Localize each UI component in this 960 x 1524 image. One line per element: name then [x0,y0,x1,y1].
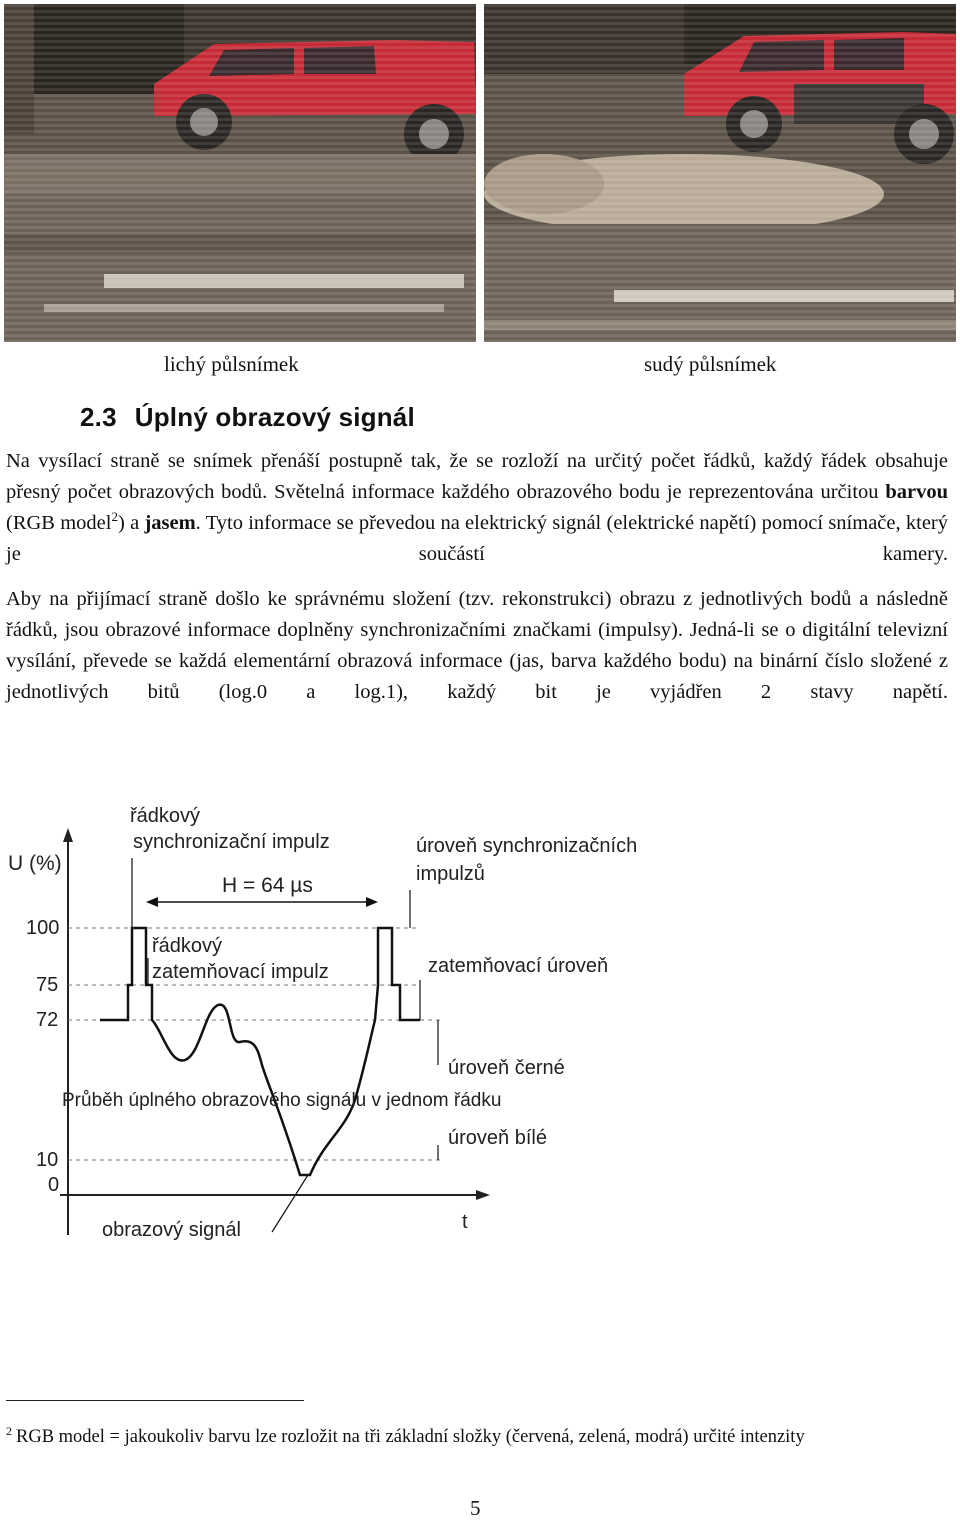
footnote [6,1424,805,1448]
black-level-label: úroveň černé [448,1057,565,1079]
blank-pulse-label-1: řádkový [152,935,223,957]
sync-pulse-label-1: řádkový [130,805,201,827]
y-tick-72: 72 [36,1009,59,1031]
paragraph-2: Aby na přijímací straně došlo ke správnému složení (tzv. rekonstrukci) obrazu z jednotlivých bodů a následně řádků, jsou obrazové informace doplněny synchronizačními značkami (impulsy). Jedná-li se o digitální televizní vysílání, převede se každá elementární obrazová informace (jas, barva každého bodu) na binární číslo složené z jednotlivých bitů (log.0 a log.1), každý bit je vyjádřen 2 stavy napětí. [6,588,948,703]
odd-field-photo [4,4,476,342]
sync-level-label-1: úroveň synchronizačních [416,835,638,857]
paragraph-1-text-c: ) a [117,512,145,534]
paragraph-1 [6,446,948,601]
y-tick-10: 10 [36,1149,59,1171]
footnote-separator [6,1400,304,1401]
y-tick-75: 75 [36,974,59,996]
period-arrow-right-icon [366,897,378,907]
section-number: 2.3 [80,402,117,432]
sync-pulse-label-2: synchronizační impulz [133,831,330,853]
paragraph-1-text-b: (RGB model [6,512,112,534]
footnote-mark: 2 [6,1424,12,1438]
y-axis-arrow-icon [63,828,73,842]
x-axis-label: t [462,1211,468,1233]
y-tick-100: 100 [26,917,60,939]
footnote-text: RGB model = jakoukoliv barvu lze rozložit na tři základní složky (červená, zelená, modrá) určité intenzity [16,1427,805,1448]
video-signal-label: obrazový signál [102,1219,241,1241]
paragraph-1-text-a: Na vysílací straně se snímek přenáší postupně tak, že se rozloží na určitý počet řádků, každý řádek obsahuje přesný počet obrazových bodů. Světelná informace každého obrazového bodu je reprezentována určitou [6,450,948,503]
blank-level-label: zatemňovací úroveň [428,955,609,977]
sync-level-label-2: impulzů [416,863,485,885]
even-field-caption: sudý půlsnímek [644,352,777,376]
blank-pulse-label-2: zatemňovací impulz [152,961,329,983]
odd-field-caption: lichý půlsnímek [164,352,299,376]
period-arrow-left-icon [146,897,158,907]
page-number: 5 [470,1496,481,1520]
video-signal-leader [272,1175,308,1232]
paragraph-1-text-d: . Tyto informace se převedou na elektrický signál (elektrické napětí) pomocí snímače, který je součástí kamery. [6,512,948,565]
bold-term-color: barvou [885,481,948,503]
y-tick-0: 0 [48,1174,60,1196]
white-level-label: úroveň bílé [448,1127,547,1149]
footnote-reference[interactable]: 2 [111,509,118,525]
period-label: H = 64 µs [222,874,313,897]
even-field-photo [484,4,956,342]
x-axis-arrow-icon [476,1190,490,1200]
bold-term-brightness: jasem [144,512,196,534]
video-signal-diagram [0,780,700,1320]
y-axis-label: U (%) [8,852,62,875]
section-heading [80,402,415,433]
section-title: Úplný obrazový signál [134,402,415,432]
diagram-caption: Průběh úplného obrazového signálu v jednom řádku [62,1090,502,1111]
